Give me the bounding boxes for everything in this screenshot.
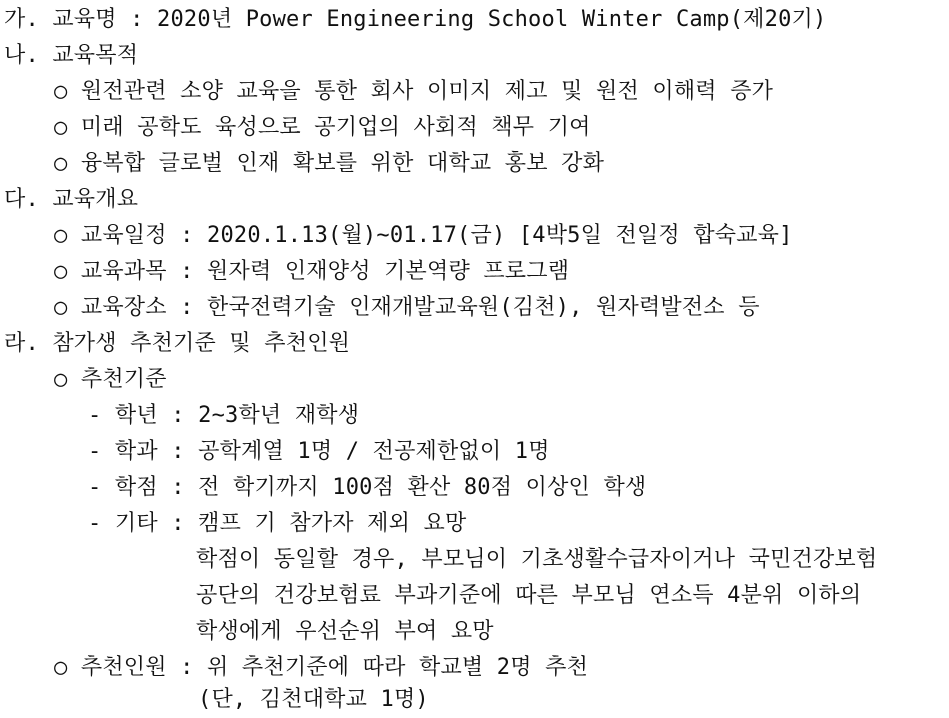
recommend-count-note: (단, 김천대학교 1명) [198,687,429,712]
overview-location: ○ 교육장소 : 한국전력기술 인재개발교육원(김천), 원자력발전소 등 [54,295,760,320]
section-ga-line: 가. 교육명 : 2020년 Power Engineering School Winter Camp(제20기) [4,7,827,32]
criteria-etc-note-2: 공단의 건강보험료 부과기준에 따른 부모님 연소득 4분위 이하의 [196,583,862,608]
criteria-heading: ○ 추천기준 [54,367,167,392]
criteria-major: - 학과 : 공학계열 1명 / 전공제한없이 1명 [88,439,550,464]
purpose-item-2: ○ 미래 공학도 육성으로 공기업의 사회적 책무 기여 [54,115,591,140]
section-da-heading: 다. 교육개요 [4,187,139,212]
criteria-etc-note-3: 학생에게 우선순위 부여 요망 [196,619,494,644]
criteria-etc-note-1: 학점이 동일할 경우, 부모님이 기초생활수급자이거나 국민건강보험 [196,547,878,572]
purpose-item-3: ○ 융복합 글로벌 인재 확보를 위한 대학교 홍보 강화 [54,151,605,176]
criteria-grade: - 학년 : 2~3학년 재학생 [88,403,360,428]
section-na-heading: 나. 교육목적 [4,43,139,68]
section-ra-heading: 라. 참가생 추천기준 및 추천인원 [4,331,351,356]
recommend-count: ○ 추천인원 : 위 추천기준에 따라 학교별 2명 추천 [54,655,589,680]
overview-schedule: ○ 교육일정 : 2020.1.13(월)~01.17(금) [4박5일 전일정 합숙교육] [54,223,793,248]
criteria-gpa: - 학점 : 전 학기까지 100점 환산 80점 이상인 학생 [88,475,647,500]
criteria-etc: - 기타 : 캠프 기 참가자 제외 요망 [88,511,467,536]
overview-subject: ○ 교육과목 : 원자력 인재양성 기본역량 프로그램 [54,259,570,284]
purpose-item-1: ○ 원전관련 소양 교육을 통한 회사 이미지 제고 및 원전 이해력 증가 [54,79,774,104]
